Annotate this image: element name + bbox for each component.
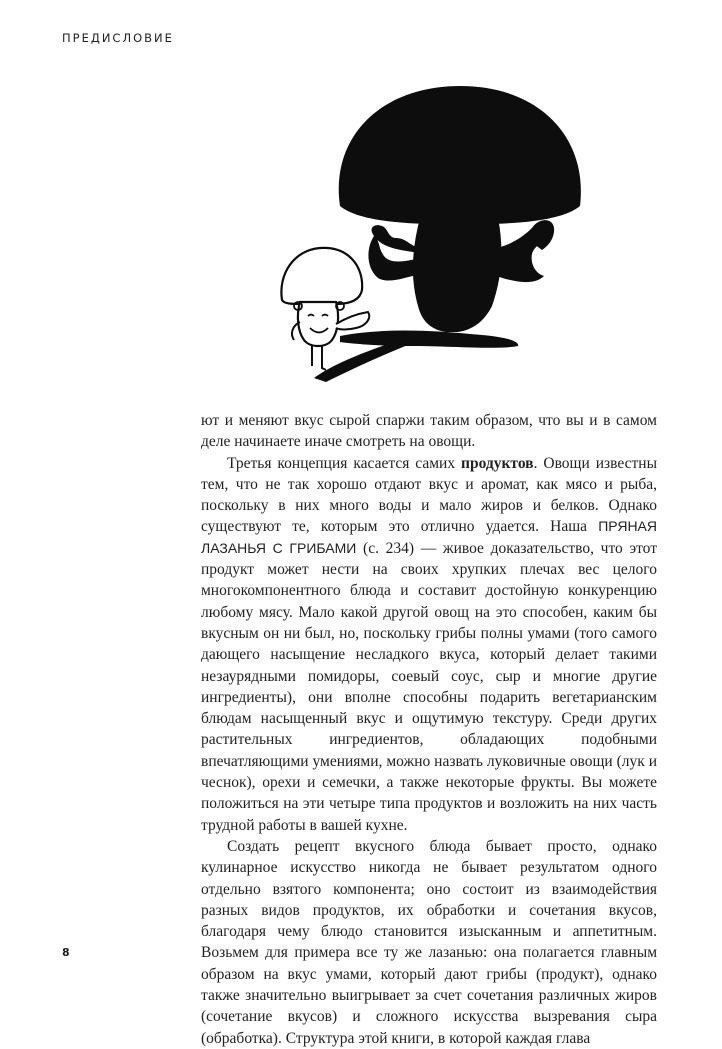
section-header: ПРЕДИСЛОВИЕ — [62, 31, 174, 45]
text-run: . Овощи известны тем, что не так хорошо отдают вкус и аромат, как мясо и рыба, поскольку в них много воды и мало жиров и белков. Однако существуют те, которым это отлично удается. Наша — [201, 454, 657, 536]
paragraph — [201, 410, 657, 453]
paragraph — [201, 453, 657, 836]
mushroom-shadow-illustration — [270, 78, 610, 390]
character-cap — [281, 248, 362, 304]
text-run: Создать рецепт вкусного блюда бывает просто, однако кулинарное искусство никогда не бывает результатом одного отдельно взятого компонента; оно состоит из взаимодействия разных видов продуктов, их обработки и сочетания вкусов, благодаря чему блюдо становится изысканным и аппетитным. Возьмем для примера все ту же лазанью: она полагается главным образом на вкус умами, который дают грибы (продукт), однако также значительно выигрывает за счет сочетания различных жиров (сочетание вкусов) и сложного искусства вызревания сыра (обработка). Структура этой книги, в которой каждая глава — [201, 837, 657, 1047]
text-run: (с. 234) — живое доказательство, что этот продукт может нести на своих хрупких плечах вес целого многокомпонентного блюда и составит достойную конкуренцию любому мясу. Мало какой другой овощ на это способен, каким бы вкусным он ни был, но, поскольку грибы полны умами (того самого дающего насыщение несладкого вкуса, который делает такими незаурядными помидоры, соевый соус, сыр и многие другие ингредиенты), они вполне способны подарить вегетарианским блюдам насыщенный вкус и ощутимую текстуру. Среди других растительных ингредиентов, обладающих подобными впечатляющими умениями, можно назвать луковичные овощи (лук и чеснок), орехи и семечки, а также некоторые фрукты. Вы можете положиться на эти четыре типа продуктов и возложить на них часть трудной работы в вашей кухне. — [201, 539, 657, 834]
paragraph — [201, 836, 657, 1049]
recipe-reference: ПРЯНАЯ ЛАЗАНЬЯ С ГРИБАМИ — [201, 518, 657, 556]
body-text — [201, 410, 657, 1049]
text-run: Третья концепция касается самих — [227, 454, 462, 472]
bold-term: продуктов — [461, 454, 534, 472]
page-number: 8 — [62, 946, 70, 959]
shadow-stem — [413, 218, 501, 332]
text-run: ют и меняют вкус сырой спаржи таким образом, что вы и в самом деле начинаете иначе смотреть на овощи. — [201, 412, 657, 451]
ground-shadow — [340, 331, 518, 348]
shadow-cap — [339, 86, 581, 224]
character-body — [298, 302, 338, 346]
